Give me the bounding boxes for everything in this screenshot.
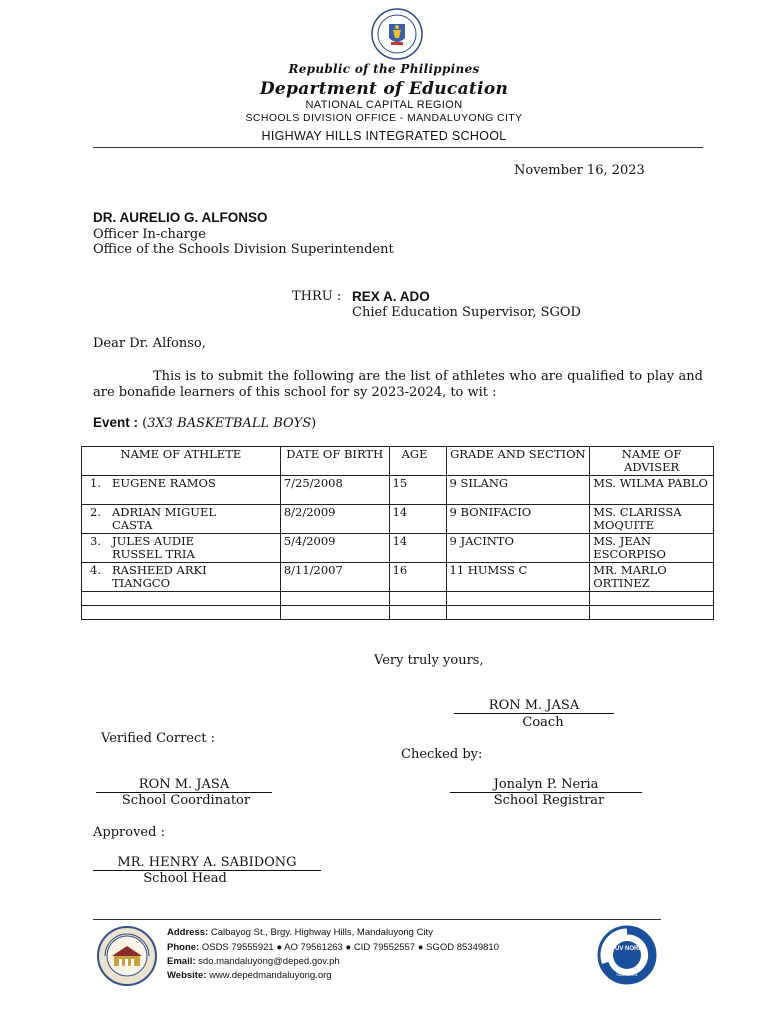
row-number: 3.: [90, 534, 101, 548]
registrar-name: Jonalyn P. Neria: [450, 778, 642, 793]
recipient-name: DR. AURELIO G. ALFONSO: [93, 210, 268, 225]
athlete-age: 16: [389, 563, 446, 592]
event-line: [93, 415, 316, 431]
row-number: 4.: [90, 563, 101, 577]
email-value: sdo.mandaluyong@deped.gov.ph: [198, 956, 340, 967]
event-name: 3X3 BASKETBALL BOYS: [147, 416, 312, 431]
col-header-section: GRADE AND SECTION: [446, 447, 590, 476]
footer-website: [167, 970, 332, 983]
table-row-empty: [82, 592, 714, 606]
coach-title: Coach: [522, 715, 564, 730]
athlete-age: 15: [389, 476, 446, 505]
checked-label: Checked by:: [401, 747, 483, 762]
letter-date: November 16, 2023: [514, 163, 645, 178]
athlete-section: 11 HUMSS C: [446, 563, 590, 592]
row-number: 2.: [90, 505, 101, 519]
address-value: Calbayog St., Brgy. Highway Hills, Mandaluyong City: [210, 927, 433, 938]
athlete-age: 14: [389, 534, 446, 563]
event-close-paren: ): [311, 416, 317, 431]
athlete-dob: 7/25/2008: [280, 476, 389, 505]
registrar-title: School Registrar: [493, 793, 605, 808]
header-divider: [93, 147, 703, 148]
athlete-name-cell: [82, 534, 281, 563]
event-open-paren: (: [142, 416, 148, 431]
department-heading: Department of Education: [259, 79, 509, 99]
athlete-age: 14: [389, 505, 446, 534]
athlete-adviser: MS. WILMA PABLO: [590, 476, 714, 505]
table-row: [82, 476, 714, 505]
athlete-name: RASHEED ARKI TIANGCO: [112, 563, 207, 590]
athlete-section: 9 SILANG: [446, 476, 590, 505]
table-row: [82, 505, 714, 534]
athlete-name-cell: [82, 505, 281, 534]
footer-email: [167, 956, 340, 969]
tuv-nord-iso-logo: [597, 925, 657, 985]
athlete-section: 9 BONIFACIO: [446, 505, 590, 534]
table-row-empty: [82, 606, 714, 620]
table-row: [82, 534, 714, 563]
footer-phone: [167, 942, 499, 955]
athlete-dob: 5/4/2009: [280, 534, 389, 563]
thru-title: Chief Education Supervisor, SGOD: [352, 305, 581, 320]
col-header-name: NAME OF ATHLETE: [82, 447, 281, 476]
website-value: www.depedmandaluyong.org: [209, 970, 332, 981]
verified-label: Verified Correct :: [101, 731, 215, 746]
thru-name: REX A. ADO: [352, 289, 430, 304]
approved-label: Approved :: [93, 825, 165, 840]
recipient-title: Officer In-charge: [93, 227, 206, 242]
col-header-adviser: NAME OF ADVISER: [590, 447, 714, 476]
athlete-name: ADRIAN MIGUEL CASTA: [112, 505, 216, 532]
salutation: Dear Dr. Alfonso,: [93, 336, 206, 351]
deped-seal-logo: [371, 8, 423, 60]
athlete-adviser: MR. MARLO ORTINEZ: [590, 563, 714, 592]
cert-standard: ISO 9001: [616, 972, 638, 978]
coordinator-name: RON M. JASA: [96, 778, 272, 793]
head-title: School Head: [143, 871, 227, 886]
athlete-adviser: MS. JEAN ESCORPISO: [590, 534, 714, 563]
row-number: 1.: [90, 476, 101, 490]
closing-line: Very truly yours,: [374, 653, 484, 668]
athlete-name: EUGENE RAMOS: [112, 476, 216, 490]
cert-brand: TÜV NORD: [611, 946, 643, 952]
athlete-name: JULES AUDIE RUSSEL TRIA: [112, 534, 195, 561]
school-heading: HIGHWAY HILLS INTEGRATED SCHOOL: [261, 129, 507, 143]
recipient-office: Office of the Schools Division Superintendent: [93, 242, 394, 257]
athlete-name-cell: [82, 563, 281, 592]
athlete-dob: 8/11/2007: [280, 563, 389, 592]
athlete-name-cell: [82, 476, 281, 505]
email-label: Email:: [167, 956, 196, 967]
event-label: Event :: [93, 415, 139, 430]
table-header-row: [82, 447, 714, 476]
footer-address: [167, 927, 433, 940]
phone-label: Phone:: [167, 942, 200, 953]
region-heading: NATIONAL CAPITAL REGION: [305, 99, 463, 111]
coach-name: RON M. JASA: [454, 699, 614, 714]
footer-divider: [93, 919, 661, 920]
head-name: MR. HENRY A. SABIDONG: [93, 856, 321, 871]
division-heading: SCHOOLS DIVISION OFFICE - MANDALUYONG CITY: [245, 112, 523, 124]
sdo-mandaluyong-logo: [97, 926, 157, 986]
coordinator-title: School Coordinator: [121, 793, 251, 808]
col-header-age: AGE: [389, 447, 446, 476]
letter-body: This is to submit the following are the list of athletes who are qualified to play and are bonafide learners of this school for sy 2023-2024, to wit :: [93, 369, 703, 400]
website-label: Website:: [167, 970, 207, 981]
thru-label: THRU :: [292, 289, 342, 304]
athlete-dob: 8/2/2009: [280, 505, 389, 534]
athlete-adviser: MS. CLARISSA MOQUITE: [590, 505, 714, 534]
col-header-dob: DATE OF BIRTH: [280, 447, 389, 476]
table-row: [82, 563, 714, 592]
republic-heading: Republic of the Philippines: [288, 62, 480, 76]
phone-value: OSDS 79555921 ● AO 79561263 ● CID 79552557 ● SGOD 85349810: [201, 942, 499, 953]
athlete-table: [81, 446, 714, 620]
address-label: Address:: [167, 927, 209, 938]
athlete-section: 9 JACINTO: [446, 534, 590, 563]
